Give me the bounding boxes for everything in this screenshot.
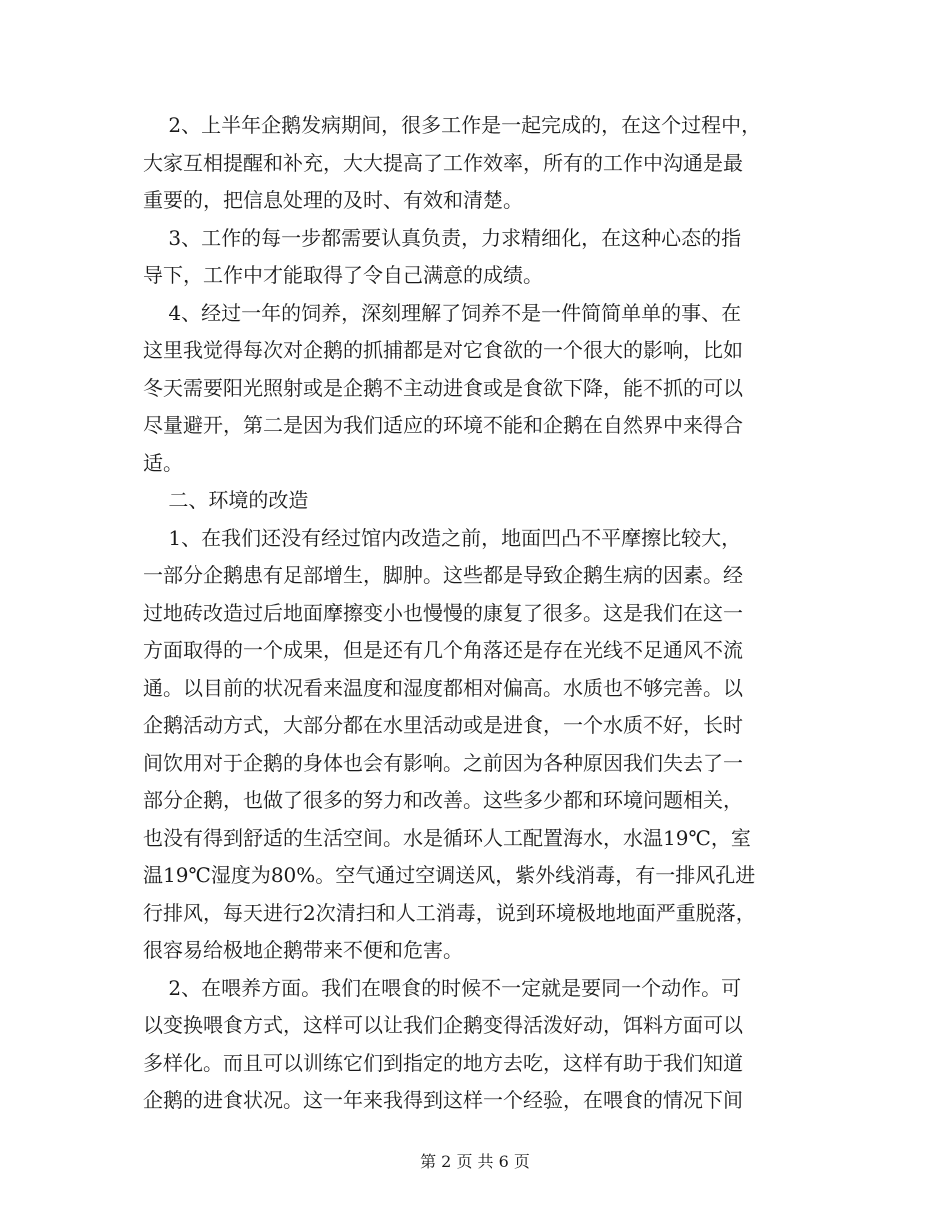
text-line: 方面取得的一个成果，但是还有几个角落还是存在光线不足通风不流 xyxy=(143,638,743,662)
section-heading: 二、环境的改造 xyxy=(143,488,309,512)
text-line: 大家互相提醒和补充，大大提高了工作效率，所有的工作中沟通是最 xyxy=(143,151,743,175)
text-line: 通。以目前的状况看来温度和湿度都相对偏高。水质也不够完善。以 xyxy=(143,676,743,700)
text-line: 3、工作的每一步都需要认真负责，力求精细化，在这种心态的指 xyxy=(143,226,742,250)
text-line: 一部分企鹅患有足部增生，脚肿。这些都是导致企鹅生病的因素。经 xyxy=(143,563,743,587)
text-line: 尽量避开，第二是因为我们适应的环境不能和企鹅在自然界中来得合 xyxy=(143,413,743,437)
text-line: 1、在我们还没有经过馆内改造之前，地面凹凸不平摩擦比较大， xyxy=(143,526,742,550)
text-line: 这里我觉得每次对企鹅的抓捕都是对它食欲的一个很大的影响，比如 xyxy=(143,338,743,362)
text-line: 行排风，每天进行2次清扫和人工消毒，说到环境极地地面严重脱落， xyxy=(143,901,756,925)
text-line: 4、经过一年的饲养，深刻理解了饲养不是一件简简单单的事、在 xyxy=(143,301,742,325)
text-line: 冬天需要阳光照射或是企鹅不主动进食或是食欲下降，能不抓的可以 xyxy=(143,376,743,400)
text-line: 部分企鹅，也做了很多的努力和改善。这些多少都和环境问题相关， xyxy=(143,788,743,812)
text-line: 2、在喂养方面。我们在喂食的时候不一定就是要同一个动作。可 xyxy=(143,976,742,1000)
text-line: 2、上半年企鹅发病期间，很多工作是一起完成的，在这个过程中， xyxy=(143,113,762,137)
text-line: 导下，工作中才能取得了令自己满意的成绩。 xyxy=(143,263,543,287)
text-line: 很容易给极地企鹅带来不便和危害。 xyxy=(143,938,463,962)
page-footer: 第 2 页 共 6 页 xyxy=(420,1152,530,1171)
text-line: 企鹅的进食状况。这一年来我得到这样一个经验，在喂食的情况下间 xyxy=(143,1088,743,1112)
text-line: 重要的，把信息处理的及时、有效和清楚。 xyxy=(143,188,523,212)
text-line: 间饮用对于企鹅的身体也会有影响。之前因为各种原因我们失去了一 xyxy=(143,751,743,775)
text-line: 以变换喂食方式，这样可以让我们企鹅变得活泼好动，饵料方面可以 xyxy=(143,1013,743,1037)
text-line: 企鹅活动方式，大部分都在水里活动或是进食，一个水质不好，长时 xyxy=(143,713,743,737)
text-line: 也没有得到舒适的生活空间。水是循环人工配置海水，水温19℃，室 xyxy=(143,826,751,850)
text-line: 过地砖改造过后地面摩擦变小也慢慢的康复了很多。这是我们在这一 xyxy=(143,601,743,625)
text-line: 适。 xyxy=(143,451,183,475)
text-line: 温19℃湿度为80%。空气通过空调送风，紫外线消毒，有一排风孔进 xyxy=(143,863,756,887)
text-line: 多样化。而且可以训练它们到指定的地方去吃，这样有助于我们知道 xyxy=(143,1051,743,1075)
